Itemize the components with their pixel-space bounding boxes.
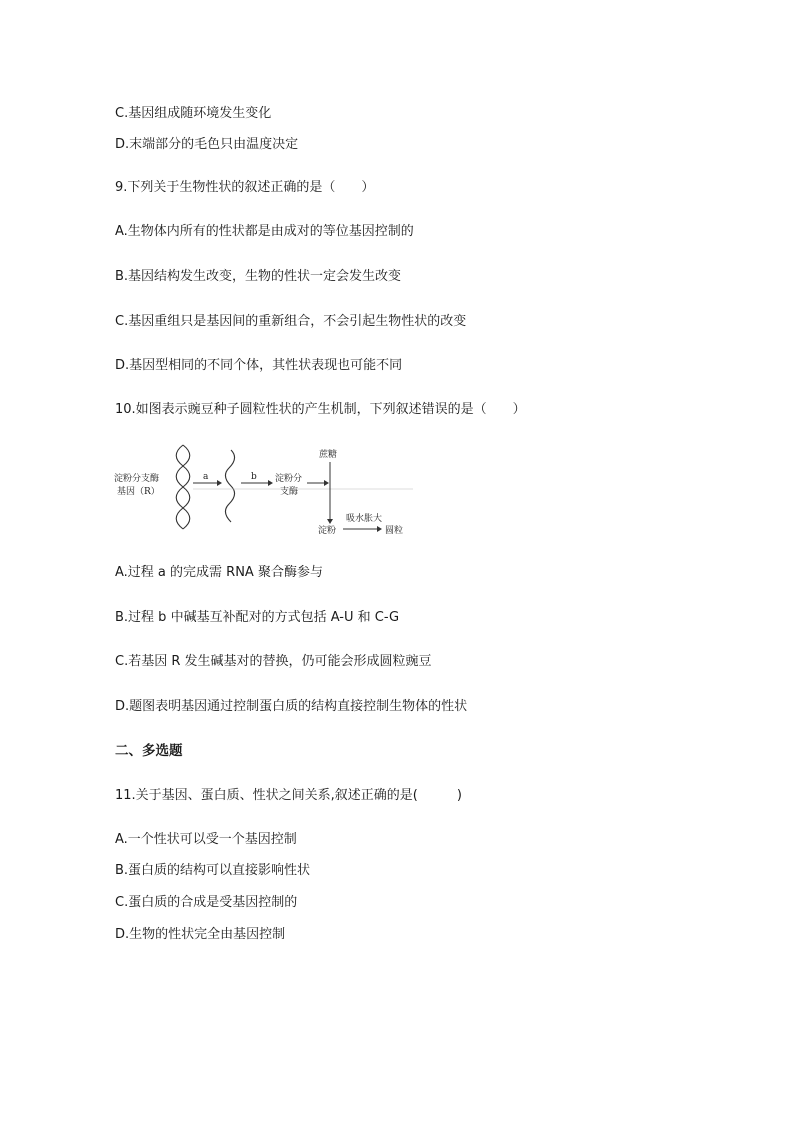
arrow-b-head (268, 480, 273, 486)
q10-option-c: C.若基因 R 发生碱基对的替换，仍可能会形成圆粒豌豆 (115, 654, 432, 669)
q10-option-a: A.过程 a 的完成需 RNA 聚合酶参与 (115, 565, 323, 580)
starch-to-round-arrow-head (377, 526, 382, 532)
q11-option-c: C.蛋白质的合成是受基因控制的 (115, 895, 298, 910)
q8-option-d: D.末端部分的毛色只由温度决定 (115, 137, 299, 152)
enzyme-label-line2: 支酶 (280, 487, 299, 497)
absorb-label: 吸水胀大 (346, 514, 383, 524)
q11-option-d: D.生物的性状完全由基因控制 (115, 927, 286, 942)
arrow-a-head (217, 480, 222, 486)
gene-label-line2: 基因（R） (117, 487, 160, 497)
mrna-strand (225, 450, 234, 522)
q10-option-b: B.过程 b 中碱基互补配对的方式包括 A-U 和 C-G (115, 610, 400, 625)
pea-mechanism-diagram (113, 442, 418, 537)
q9-option-a: A.生物体内所有的性状都是由成对的等位基因控制的 (115, 224, 414, 239)
catalysis-arrow-head (324, 480, 329, 486)
q9-option-c: C.基因重组只是基因间的重新组合，不会引起生物性状的改变 (115, 314, 467, 329)
round-label: 圆粒 (385, 526, 404, 536)
enzyme-label-line1: 淀粉分 (275, 474, 303, 484)
q9-option-b: B.基因结构发生改变，生物的性状一定会发生改变 (115, 269, 402, 284)
q9-option-d: D.基因型相同的不同个体，其性状表现也可能不同 (115, 358, 403, 373)
q9-stem: 9.下列关于生物性状的叙述正确的是（ ） (115, 180, 375, 195)
q11-option-a: A.一个性状可以受一个基因控制 (115, 832, 297, 847)
arrow-a-label: a (203, 472, 209, 482)
sucrose-label: 蔗糖 (319, 450, 338, 460)
q10-option-d: D.题图表明基因通过控制蛋白质的结构直接控制生物体的性状 (115, 699, 468, 714)
arrow-b-label: b (251, 472, 257, 482)
gene-label-line1: 淀粉分支酶 (114, 474, 160, 484)
starch-label: 淀粉 (318, 526, 337, 536)
sucrose-to-starch-arrow-head (327, 519, 333, 524)
dna-strand-2 (176, 445, 190, 529)
q8-option-c: C.基因组成随环境发生变化 (115, 106, 272, 121)
section-title-multi-choice: 二、多选题 (115, 743, 183, 759)
q11-stem: 11.关于基因、蛋白质、性状之间关系,叙述正确的是( ) (115, 788, 462, 803)
q11-option-b: B.蛋白质的结构可以直接影响性状 (115, 863, 311, 878)
q10-stem: 10.如图表示豌豆种子圆粒性状的产生机制，下列叙述错误的是（ ） (115, 402, 526, 417)
